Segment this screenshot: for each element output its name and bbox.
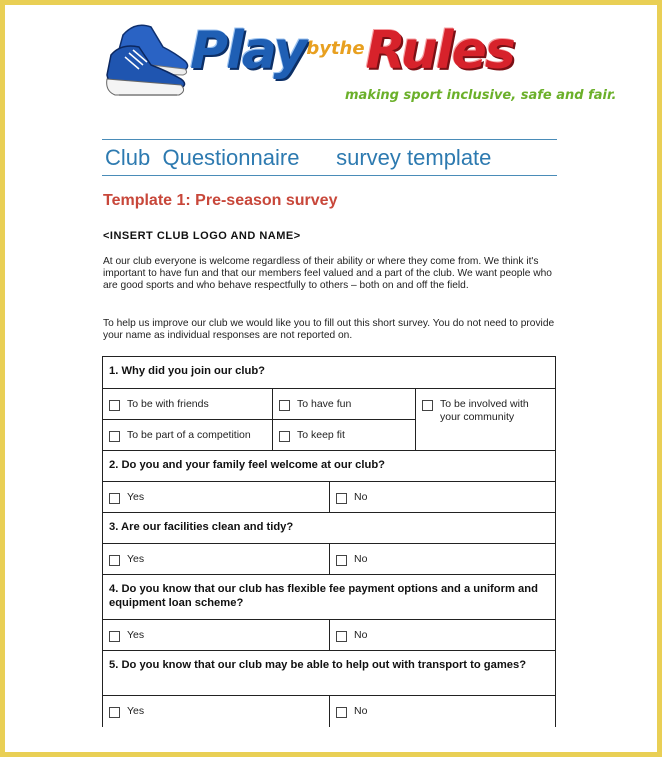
checkbox[interactable]: [109, 631, 120, 642]
insert-logo-placeholder: <INSERT CLUB LOGO AND NAME>: [103, 230, 301, 242]
q5-option-yes[interactable]: [109, 705, 144, 718]
brand-wordmark: [190, 21, 514, 81]
question-3-row: [103, 513, 555, 544]
q1-option-friends[interactable]: [109, 398, 209, 411]
question-5-text: 5. Do you know that our club may be able to help out with transport to games?: [109, 659, 527, 671]
questionnaire-table: [102, 356, 556, 727]
intro-paragraph-1: At our club everyone is welcome regardless of their ability or where they come from. We think it's important to have fun and that our members feel valued and a part of the club. We want people who are good sports and who behave respectfully to others – both on and off the field.: [103, 256, 552, 291]
question-4-text: 4. Do you know that our club has flexible fee payment options and a uniform and equipment loan scheme?: [109, 583, 538, 609]
brand-tagline: making sport inclusive, safe and fair.: [345, 88, 617, 103]
q4-no-cell: [329, 620, 555, 650]
q3-option-yes[interactable]: [109, 553, 144, 566]
brand-bythe: bythe: [306, 38, 365, 59]
question-2-text: 2. Do you and your family feel welcome at our club?: [109, 459, 386, 471]
q1-option-competition[interactable]: [109, 429, 251, 442]
question-3-options: [103, 544, 555, 575]
q5-yes-cell: [103, 696, 329, 727]
question-2-options: [103, 482, 555, 513]
q3-option-no[interactable]: [336, 553, 367, 566]
title-top-rule: [102, 139, 557, 140]
question-5-row: [103, 651, 555, 696]
question-1-text: 1. Why did you join our club?: [109, 365, 265, 377]
sneakers-icon: [105, 17, 200, 102]
question-3-text: 3. Are our facilities clean and tidy?: [109, 521, 294, 533]
checkbox[interactable]: [336, 631, 347, 642]
checkbox[interactable]: [336, 707, 347, 718]
question-4-row: [103, 575, 555, 620]
option-label: Yes: [127, 491, 145, 503]
checkbox[interactable]: [336, 555, 347, 566]
q1-option-fun[interactable]: [279, 398, 351, 411]
q2-option-no[interactable]: [336, 491, 367, 504]
option-label: Yes: [127, 629, 145, 641]
option-label: To be involved with your community: [440, 398, 529, 423]
intro-paragraph-2: To help us improve our club we would like you to fill out this short survey. You do not need to provide your name as individual responses are not reported on.: [103, 318, 555, 341]
q3-yes-cell: [103, 544, 329, 574]
document-page: [5, 5, 657, 752]
q1-option-community[interactable]: [422, 398, 547, 424]
q3-no-cell: [329, 544, 555, 574]
play-by-the-rules-logo: [105, 17, 617, 117]
template-subtitle: Template 1: Pre-season survey: [103, 192, 338, 209]
q4-option-no[interactable]: [336, 629, 367, 642]
checkbox[interactable]: [336, 493, 347, 504]
option-label: No: [354, 705, 368, 717]
option-label: To have fun: [297, 398, 352, 410]
page-title: Club Questionnaire survey template: [105, 145, 492, 170]
q4-option-yes[interactable]: [109, 629, 144, 642]
question-1-options: [103, 389, 555, 451]
q2-option-yes[interactable]: [109, 491, 144, 504]
question-4-options: [103, 620, 555, 651]
option-label: No: [354, 491, 368, 503]
checkbox[interactable]: [109, 431, 120, 442]
brand-rules: Rules: [365, 21, 514, 81]
checkbox[interactable]: [109, 555, 120, 566]
option-label: Yes: [127, 705, 145, 717]
question-5-options: [103, 696, 555, 727]
option-label: To keep fit: [297, 429, 345, 441]
option-label: To be with friends: [127, 398, 209, 410]
question-1-row: [103, 357, 555, 389]
checkbox[interactable]: [279, 400, 290, 411]
checkbox[interactable]: [109, 400, 120, 411]
option-label: Yes: [127, 553, 145, 565]
option-label: To be part of a competition: [127, 429, 251, 441]
checkbox[interactable]: [279, 431, 290, 442]
checkbox[interactable]: [109, 707, 120, 718]
q2-yes-cell: [103, 482, 329, 512]
q4-yes-cell: [103, 620, 329, 650]
q5-option-no[interactable]: [336, 705, 367, 718]
option-label: No: [354, 553, 368, 565]
q1-option-fit[interactable]: [279, 429, 345, 442]
question-2-row: [103, 451, 555, 482]
checkbox[interactable]: [422, 400, 433, 411]
q1-inner-divider: [103, 419, 415, 420]
brand-play: Play: [190, 21, 306, 81]
checkbox[interactable]: [109, 493, 120, 504]
q2-no-cell: [329, 482, 555, 512]
q1-col-3: [415, 389, 555, 450]
title-bottom-rule: [102, 175, 557, 176]
q5-no-cell: [329, 696, 555, 727]
option-label: No: [354, 629, 368, 641]
